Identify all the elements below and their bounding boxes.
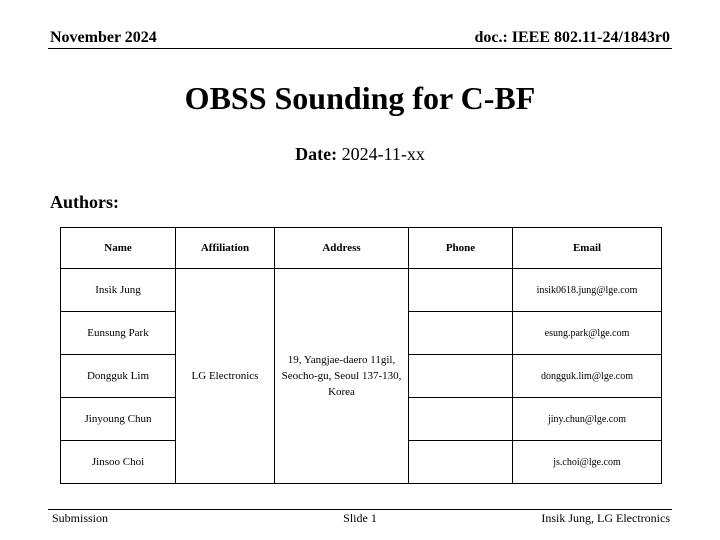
email-cell: jiny.chun@lge.com [513, 398, 662, 441]
phone-cell [409, 441, 513, 484]
email-cell: dongguk.lim@lge.com [513, 355, 662, 398]
authors-label: Authors: [50, 192, 120, 212]
phone-cell [409, 355, 513, 398]
email-cell: js.choi@lge.com [513, 441, 662, 484]
header-doc-id: doc.: IEEE 802.11-24/1843r0 [474, 29, 670, 46]
date-label: Date: [295, 144, 338, 164]
date-line [0, 144, 720, 165]
authors-table [60, 227, 662, 484]
date-value: 2024-11-xx [341, 144, 425, 164]
footer-submission: Submission [52, 511, 109, 525]
author-name: Jinyoung Chun [61, 398, 176, 441]
header-affiliation: Affiliation [176, 228, 275, 269]
author-name: Jinsoo Choi [61, 441, 176, 484]
affiliation-cell: LG Electronics [176, 269, 275, 484]
author-name: Eunsung Park [61, 312, 176, 355]
phone-cell [409, 269, 513, 312]
header-email: Email [513, 228, 662, 269]
footer-author: Insik Jung, LG Electronics [541, 511, 670, 525]
header-divider [48, 48, 672, 49]
email-cell: esung.park@lge.com [513, 312, 662, 355]
table-header-row [61, 228, 662, 269]
footer-divider [48, 509, 672, 510]
header-address: Address [275, 228, 409, 269]
address-cell: 19, Yangjae-daero 11gil, Seocho-gu, Seoul 137-130, Korea [275, 269, 409, 484]
phone-cell [409, 398, 513, 441]
author-name: Dongguk Lim [61, 355, 176, 398]
author-name: Insik Jung [61, 269, 176, 312]
email-cell: insik0618.jung@lge.com [513, 269, 662, 312]
header-date: November 2024 [50, 29, 157, 46]
footer-slide-number: Slide 1 [343, 511, 377, 525]
slide-title: OBSS Sounding for C-BF [184, 80, 536, 116]
header-name: Name [61, 228, 176, 269]
phone-cell [409, 312, 513, 355]
header-phone: Phone [409, 228, 513, 269]
table-row [61, 269, 662, 312]
